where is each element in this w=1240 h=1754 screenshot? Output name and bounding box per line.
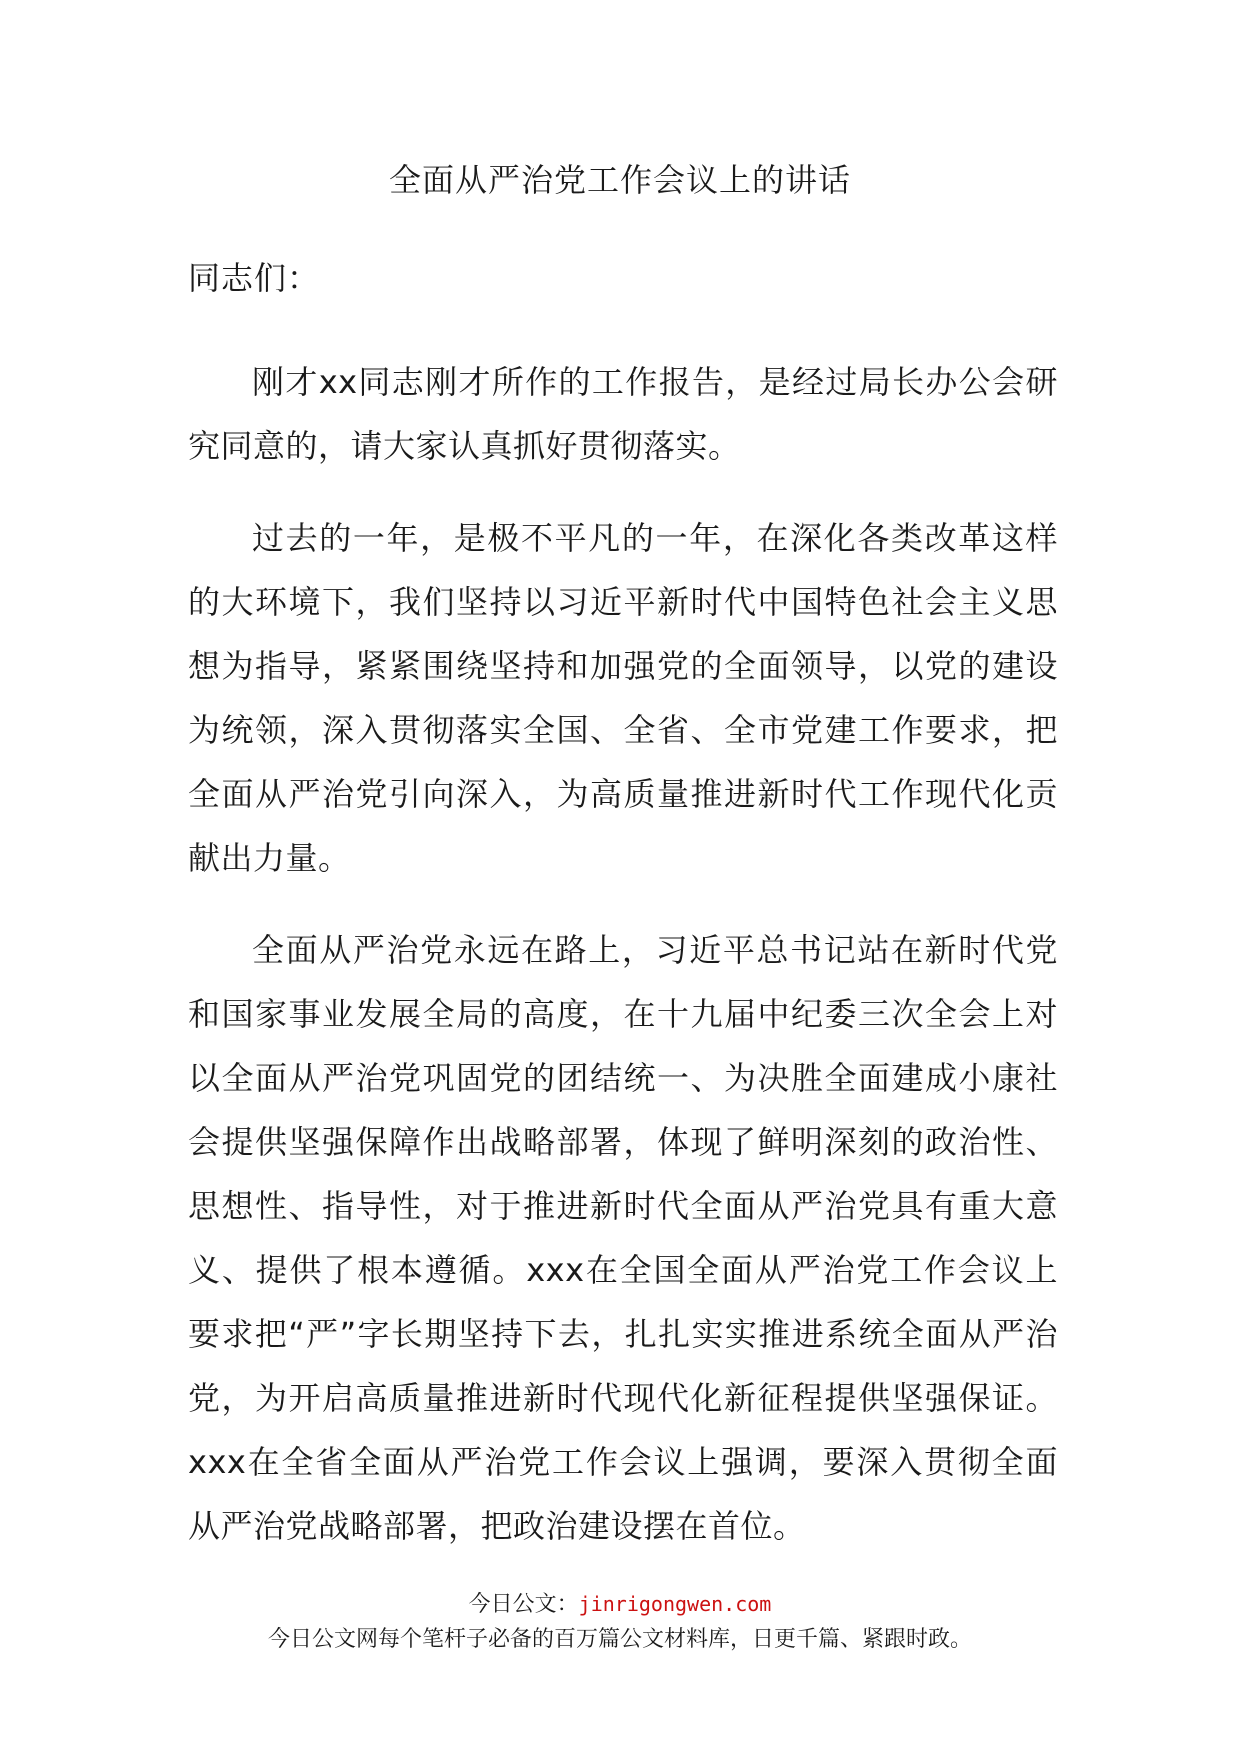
- footer-tagline: 今日公文网每个笔杆子必备的百万篇公文材料库，日更千篇、紧跟时政。: [267, 1627, 972, 1652]
- paragraph-3: 全面从严治党永远在路上，习近平总书记站在新时代党和国家事业发展全局的高度，在十九届中纪委三次全会上对以全面从严治党巩固党的团结统一、为决胜全面建成小康社会提供坚强保障作出战略部署，体现了鲜明深刻的政治性、思想性、指导性，对于推进新时代全面从严治党具有重大意义、提供了根本遵循。xxx在全国全面从严治党工作会议上要求把“严”字长期坚持下去，扎扎实实推进系统全面从严治党，为开启高质量推进新时代现代化新征程提供坚强保证。xxx在全省全面从严治党工作会议上强调，要深入贯彻全面从严治党战略部署，把政治建设摆在首位。: [188, 931, 1058, 1545]
- greeting: 同志们：: [188, 259, 321, 297]
- footer-source: [0, 1590, 1240, 1619]
- document-body: [188, 350, 1058, 1586]
- footer-label: 今日公文：: [468, 1592, 579, 1617]
- paragraph-1: 刚才xx同志刚才所作的工作报告，是经过局长办公会研究同意的，请大家认真抓好贯彻落实。: [188, 363, 1058, 465]
- footer-url-link[interactable]: jinrigongwen.com: [578, 1592, 772, 1616]
- paragraph-2: 过去的一年，是极不平凡的一年，在深化各类改革这样的大环境下，我们坚持以习近平新时代中国特色社会主义思想为指导，紧紧围绕坚持和加强党的全面领导，以党的建设为统领，深入贯彻落实全国、全省、全市党建工作要求，把全面从严治党引向深入，为高质量推进新时代工作现代化贡献出力量。: [188, 519, 1058, 877]
- document-title: 全面从严治党工作会议上的讲话: [388, 161, 851, 199]
